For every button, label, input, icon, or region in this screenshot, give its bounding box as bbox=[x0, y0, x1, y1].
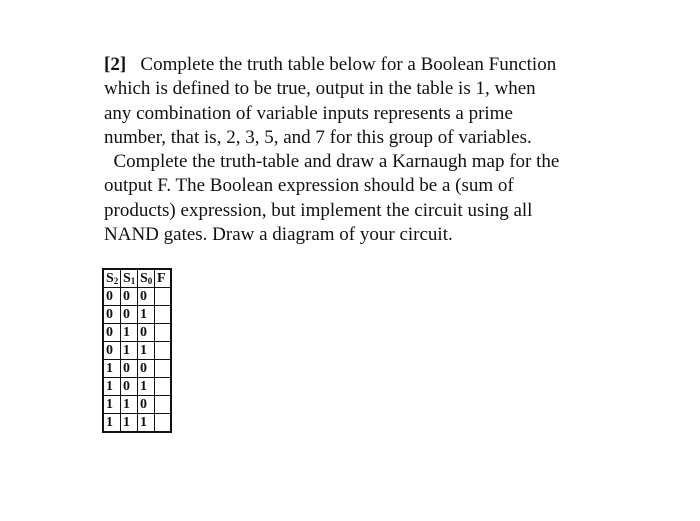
cell-s2: 1 bbox=[103, 414, 121, 433]
question-line-5 bbox=[104, 150, 604, 174]
cell-s0: 0 bbox=[138, 324, 155, 342]
question-line-5-text: Complete the truth-table and draw a Karnaugh map for the bbox=[108, 151, 560, 173]
cell-f-input[interactable] bbox=[155, 378, 172, 396]
table-row bbox=[103, 360, 171, 378]
table-row bbox=[103, 288, 171, 306]
cell-s0: 0 bbox=[138, 360, 155, 378]
cell-s1: 1 bbox=[121, 396, 138, 414]
cell-s2: 1 bbox=[103, 378, 121, 396]
table-row bbox=[103, 324, 171, 342]
cell-f-input[interactable] bbox=[155, 306, 172, 324]
question-line-4: number, that is, 2, 3, 5, and 7 for this group of variables. bbox=[104, 126, 532, 148]
truth-table bbox=[102, 268, 172, 433]
question-line-8: NAND gates. Draw a diagram of your circuit. bbox=[104, 224, 453, 246]
cell-f-input[interactable] bbox=[155, 396, 172, 414]
question-line-3: any combination of variable inputs represents a prime bbox=[104, 102, 513, 124]
header-s0: $S_0$ bbox=[138, 269, 155, 288]
question-line-1 bbox=[104, 53, 604, 77]
cell-s1: 1 bbox=[121, 414, 138, 433]
question-line-6: output F. The Boolean expression should be a (sum of bbox=[104, 175, 514, 197]
cell-s1: 1 bbox=[121, 324, 138, 342]
cell-s1: 0 bbox=[121, 288, 138, 306]
cell-s1: 1 bbox=[121, 342, 138, 360]
cell-s2: 0 bbox=[103, 288, 121, 306]
table-row bbox=[103, 342, 171, 360]
cell-s1: 0 bbox=[121, 306, 138, 324]
cell-f-input[interactable] bbox=[155, 414, 172, 433]
cell-s1: 0 bbox=[121, 378, 138, 396]
cell-s0: 1 bbox=[138, 378, 155, 396]
question-line-1-text: Complete the truth table below for a Boolean Function bbox=[140, 54, 557, 75]
cell-s2: 0 bbox=[103, 342, 121, 360]
cell-s2: 0 bbox=[103, 324, 121, 342]
cell-f-input[interactable] bbox=[155, 288, 172, 306]
cell-s0: 1 bbox=[138, 306, 155, 324]
question-line-2: which is defined to be true, output in the table is 1, when bbox=[104, 78, 536, 100]
cell-s0: 0 bbox=[138, 396, 155, 414]
cell-s2: 0 bbox=[103, 306, 121, 324]
table-row bbox=[103, 378, 171, 396]
cell-s0: 1 bbox=[138, 414, 155, 433]
cell-s1: 0 bbox=[121, 360, 138, 378]
question-number: [2] bbox=[104, 54, 127, 75]
cell-f-input[interactable] bbox=[155, 360, 172, 378]
question-text bbox=[104, 53, 604, 247]
header-s2: $S_2$ bbox=[103, 269, 121, 288]
header-f: F bbox=[155, 269, 172, 288]
table-row bbox=[103, 396, 171, 414]
truth-table-header-row bbox=[103, 269, 171, 288]
cell-f-input[interactable] bbox=[155, 324, 172, 342]
table-row bbox=[103, 414, 171, 433]
table-row bbox=[103, 306, 171, 324]
cell-s0: 0 bbox=[138, 288, 155, 306]
cell-s2: 1 bbox=[103, 360, 121, 378]
header-s1: $S_1$ bbox=[121, 269, 138, 288]
cell-f-input[interactable] bbox=[155, 342, 172, 360]
cell-s0: 1 bbox=[138, 342, 155, 360]
question-line-7: products) expression, but implement the circuit using all bbox=[104, 199, 533, 221]
cell-s2: 1 bbox=[103, 396, 121, 414]
